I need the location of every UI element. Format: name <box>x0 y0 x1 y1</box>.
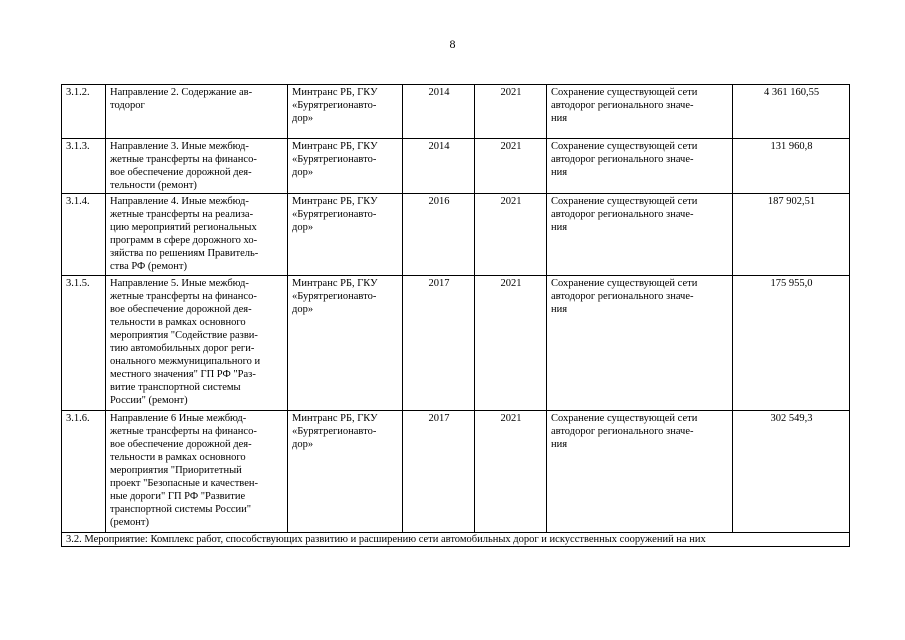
table-row <box>62 139 850 194</box>
direction-description: Направление 4. Иные межбюд- жетные трансферты на реализа- цию мероприятий региональных программ в сфере дорожного хо- зяйства по решениям Правитель- ства РФ (ремонт) <box>106 194 288 276</box>
section-heading-row <box>62 533 850 547</box>
year-start: 2017 <box>403 276 475 411</box>
funding-amount: 302 549,3 <box>733 411 850 533</box>
table-row <box>62 85 850 139</box>
item-code: 3.1.6. <box>62 411 106 533</box>
expected-result: Сохранение существующей сети автодорог регионального значе- ния <box>547 139 733 194</box>
year-start: 2016 <box>403 194 475 276</box>
direction-description: Направление 6 Иные межбюд- жетные трансферты на финансо- вое обеспечение дорожной дея- тельности в рамках основного мероприятия "Приоритетный проект "Безопасные и качествен- ные дороги" ГП РФ "Развитие транспортной системы России" (ремонт) <box>106 411 288 533</box>
item-code: 3.1.4. <box>62 194 106 276</box>
direction-description: Направление 3. Иные межбюд- жетные трансферты на финансо- вое обеспечение дорожной дея- тельности (ремонт) <box>106 139 288 194</box>
year-end: 2021 <box>475 85 547 139</box>
funding-amount: 187 902,51 <box>733 194 850 276</box>
program-measures-table <box>61 84 850 547</box>
year-end: 2021 <box>475 411 547 533</box>
table-row <box>62 411 850 533</box>
executor: Минтранс РБ, ГКУ «Бурятрегионавто- дор» <box>288 194 403 276</box>
executor: Минтранс РБ, ГКУ «Бурятрегионавто- дор» <box>288 411 403 533</box>
year-end: 2021 <box>475 276 547 411</box>
funding-amount: 175 955,0 <box>733 276 850 411</box>
item-code: 3.1.2. <box>62 85 106 139</box>
table-row <box>62 194 850 276</box>
year-start: 2017 <box>403 411 475 533</box>
table-row <box>62 276 850 411</box>
funding-amount: 131 960,8 <box>733 139 850 194</box>
year-start: 2014 <box>403 85 475 139</box>
expected-result: Сохранение существующей сети автодорог регионального значе- ния <box>547 85 733 139</box>
executor: Минтранс РБ, ГКУ «Бурятрегионавто- дор» <box>288 276 403 411</box>
executor: Минтранс РБ, ГКУ «Бурятрегионавто- дор» <box>288 139 403 194</box>
page-number: 8 <box>449 37 456 51</box>
expected-result: Сохранение существующей сети автодорог регионального значе- ния <box>547 276 733 411</box>
year-start: 2014 <box>403 139 475 194</box>
direction-description: Направление 5. Иные межбюд- жетные трансферты на финансо- вое обеспечение дорожной дея- тельности в рамках основного мероприятия "Содействие разви- тию автомобильных дорог реги- онального межмуниципального и местного значения" ГП РФ "Раз- витие транспортной системы России" (ремонт) <box>106 276 288 411</box>
funding-amount: 4 361 160,55 <box>733 85 850 139</box>
section-heading: 3.2. Мероприятие: Комплекс работ, способствующих развитию и расширению сети автомобильных дорог и искусственных сооружений на них <box>62 533 850 547</box>
year-end: 2021 <box>475 139 547 194</box>
year-end: 2021 <box>475 194 547 276</box>
direction-description: Направление 2. Содержание ав- тодорог <box>106 85 288 139</box>
executor: Минтранс РБ, ГКУ «Бурятрегионавто- дор» <box>288 85 403 139</box>
item-code: 3.1.5. <box>62 276 106 411</box>
expected-result: Сохранение существующей сети автодорог регионального значе- ния <box>547 194 733 276</box>
item-code: 3.1.3. <box>62 139 106 194</box>
expected-result: Сохранение существующей сети автодорог регионального значе- ния <box>547 411 733 533</box>
